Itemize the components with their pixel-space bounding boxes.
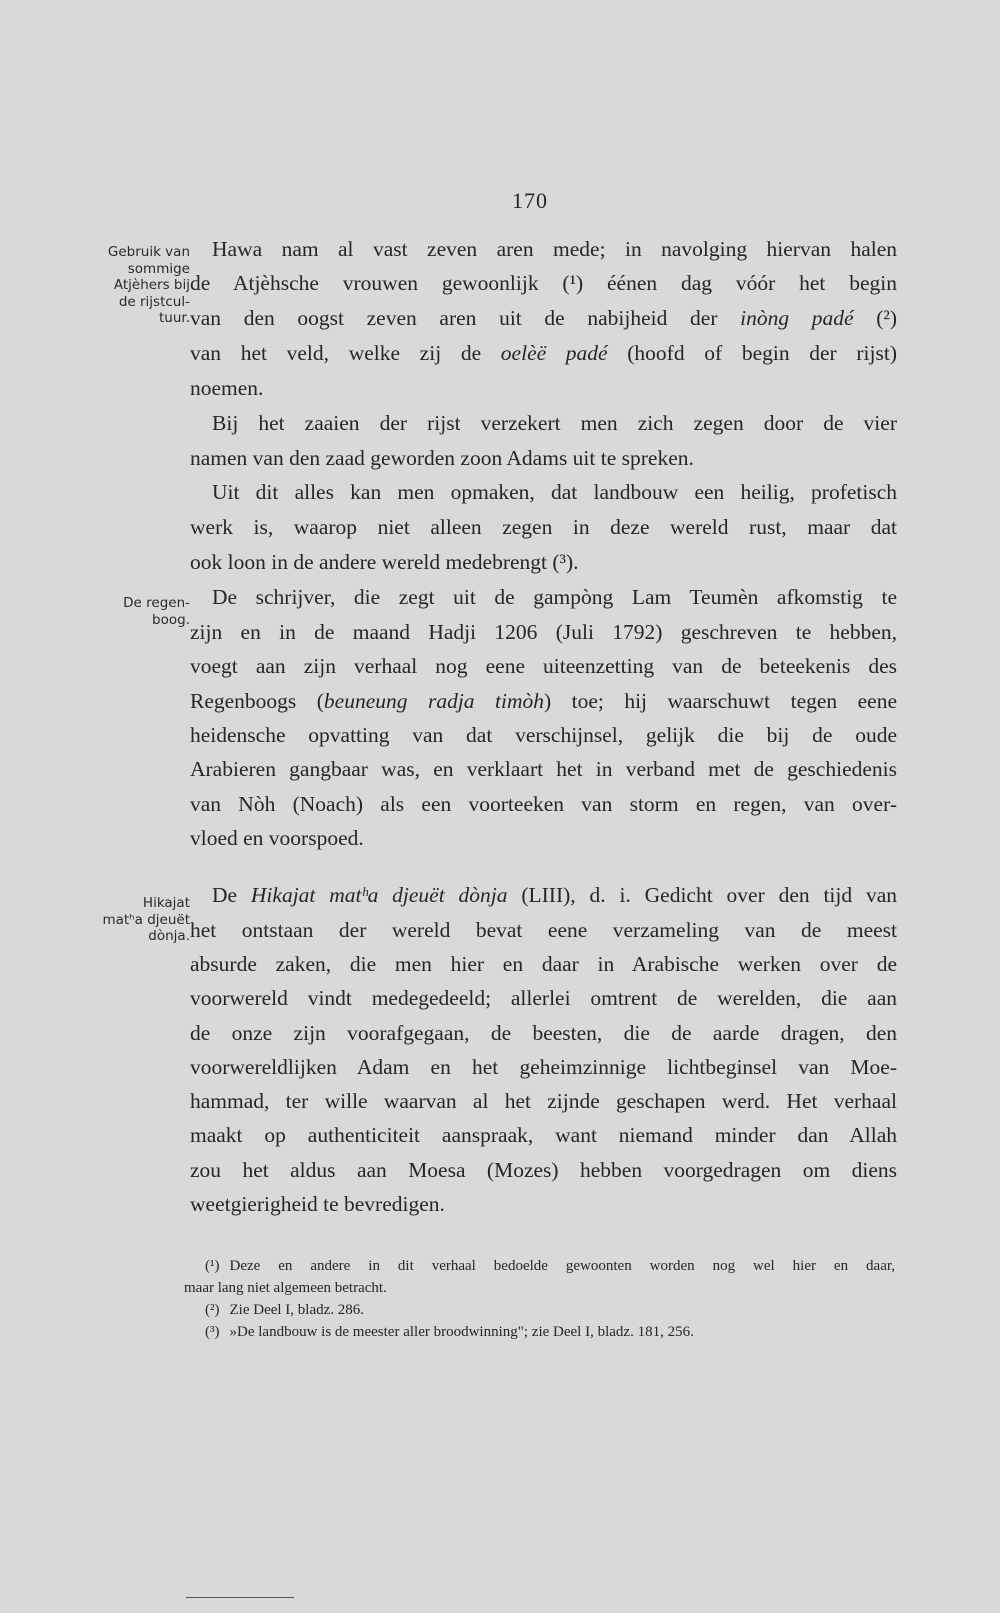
paragraph-p1-line: Hawa nam al vast zeven aren mede; in navolging hiervan halen: [212, 237, 897, 261]
paragraph-p2-line: namen van den zaad geworden zoon Adams uit te spreken.: [190, 446, 694, 470]
margin-note-gebruik: [72, 244, 190, 327]
margin-note-line: Atjèhers bij: [113, 277, 190, 293]
paragraph-p5-line: weetgierigheid te bevredigen.: [190, 1192, 445, 1216]
margin-note-line: Hikajat: [142, 895, 190, 911]
paragraph-p5-line: maakt op authenticiteit aanspraak, want niemand minder dan Allah: [190, 1123, 897, 1147]
footnote-divider: [186, 1597, 294, 1598]
paragraph-p4-line: zijn en in de maand Hadji 1206 (Juli 1792) geschreven te hebben,: [190, 620, 897, 644]
footnote-line: maar lang niet algemeen betracht.: [184, 1280, 387, 1296]
paragraph-p4-line: Arabieren gangbaar was, en verklaart het in verband met de geschiedenis: [190, 757, 897, 781]
paragraph-p5-line: voorwereldlijken Adam en het geheimzinnige lichtbeginsel van Moe-: [190, 1055, 897, 1079]
margin-note-hikajat: [72, 895, 190, 945]
paragraph-p1-line: noemen.: [190, 376, 264, 400]
footnote-line: (²) Zie Deel I, bladz. 286.: [205, 1302, 365, 1318]
paragraph-p4-line: vloed en voorspoed.: [190, 826, 364, 850]
paragraph-p2-line: Bij het zaaien der rijst verzekert men zich zegen door de vier: [212, 411, 897, 435]
paragraph-p5-line: de onze zijn voorafgegaan, de beesten, die de aarde dragen, den: [190, 1021, 897, 1045]
paragraph-p4-line: Regenboogs (beuneung radja timòh) toe; hij waarschuwt tegen eene: [190, 689, 898, 713]
paragraph-p5-line: het ontstaan der wereld bevat eene verzameling van de meest: [190, 918, 897, 942]
paragraph-p5-line: De Hikajat matʰa djeuët dònja (LIII), d. i. Gedicht over den tijd van: [212, 883, 897, 907]
margin-note-line: De regen-: [123, 595, 190, 611]
page-number: 170: [512, 188, 548, 213]
footnote-line: (³) »De landbouw is de meester aller broodwinning"; zie Deel I, bladz. 181, 256.: [205, 1324, 694, 1340]
margin-note-line: boog.: [152, 611, 190, 628]
paragraph-p4-line: van Nòh (Noach) als een voorteeken van storm en regen, van over-: [190, 792, 897, 816]
margin-note-line: dònja.: [148, 928, 190, 944]
margin-note-regenboog: [72, 595, 190, 628]
paragraph-p5-line: hammad, ter wille waarvan al het zijnde geschapen werd. Het verhaal: [190, 1089, 897, 1113]
margin-note-line: de rijstcul-: [118, 293, 190, 310]
margin-note-line: sommige: [127, 260, 190, 277]
footnote-marker: (¹): [205, 1258, 220, 1274]
footnote-marker: (³): [205, 1324, 220, 1340]
paragraph-p3-line: ook loon in de andere wereld medebrengt (³).: [190, 550, 579, 574]
footnote-marker: (²): [205, 1302, 220, 1318]
paragraph-p3-line: werk is, waarop niet alleen zegen in deze wereld rust, maar dat: [190, 515, 897, 539]
paragraph-p4-line: voegt aan zijn verhaal nog eene uiteenzetting van de beteekenis des: [190, 654, 897, 678]
paragraph-p1-line: van het veld, welke zij de oelèë padé (hoofd of begin der rijst): [190, 341, 897, 365]
margin-note-line: tuur.: [158, 310, 190, 326]
paragraph-p5-line: zou het aldus aan Moesa (Mozes) hebben voorgedragen om diens: [190, 1158, 897, 1182]
margin-note-line: Gebruik van: [107, 244, 190, 260]
footnote-line: (¹) Deze en andere in dit verhaal bedoelde gewoonten worden nog wel hier en daar,: [205, 1258, 895, 1274]
paragraph-p3-line: Uit dit alles kan men opmaken, dat landbouw een heilig, profetisch: [212, 480, 897, 504]
margin-note-line: matʰa djeuët: [102, 911, 190, 928]
paragraph-p4-line: heidensche opvatting van dat verschijnsel, gelijk die bij de oude: [190, 723, 897, 747]
paragraph-p5-line: absurde zaken, die men hier en daar in Arabische werken over de: [190, 952, 897, 976]
paragraph-p1-line: de Atjèhsche vrouwen gewoonlijk (¹) éénen dag vóór het begin: [190, 271, 897, 295]
paragraph-p5-line: voorwereld vindt medegedeeld; allerlei omtrent de werelden, die aan: [190, 986, 897, 1010]
paragraph-p1-line: van den oogst zeven aren uit de nabijheid der inòng padé (²): [190, 306, 897, 330]
paragraph-p4-line: De schrijver, die zegt uit de gampòng Lam Teumèn afkomstig te: [212, 585, 897, 609]
